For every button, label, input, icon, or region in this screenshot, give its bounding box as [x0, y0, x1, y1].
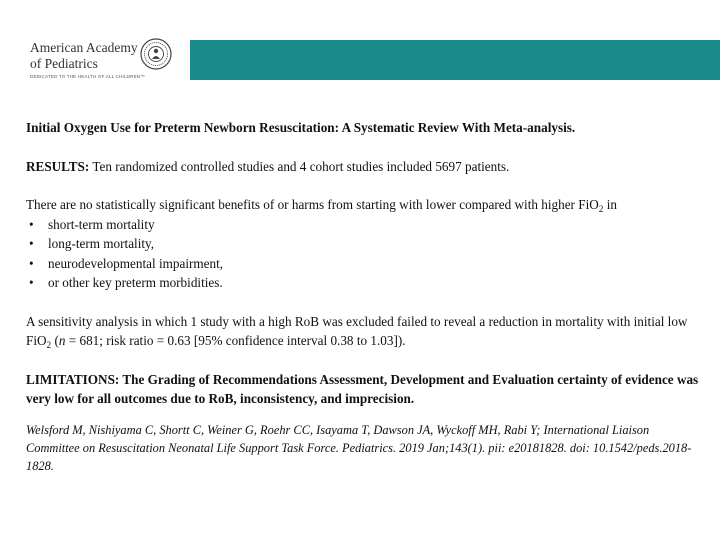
benefits-intro-text: There are no statistically significant benefits of or harms from starting with lower compared with higher Fi: [26, 197, 590, 212]
list-item: [26, 254, 702, 274]
outcomes-list: [26, 215, 702, 293]
list-item: [26, 273, 702, 293]
limitations-paragraph: LIMITATIONS: The Grading of Recommendations Assessment, Development and Evaluation certainty of evidence was very low for all outcomes due to RoB, inconsistency, and imprecision.: [26, 371, 699, 406]
benefits-intro-o: O: [589, 197, 599, 212]
bullet-glyph: •: [29, 216, 34, 232]
bullet-glyph: •: [29, 275, 34, 290]
benefits-intro-tail: in: [603, 197, 617, 212]
list-item-text: long-term mortality,: [48, 236, 155, 251]
citation: Welsford M, Nishiyama C, Shortt C, Weiner G, Roehr CC, Isayama T, Dawson JA, Wyckoff MH, Rabi Y; International Liaison Committee on Resuscitation Neonatal Life Support Task Force. Pediatrics. 2019 Jan;143(1). pii: e20181828. doi: 10.1542/peds.2018-1828.: [26, 422, 692, 473]
sensitivity-subscript: 2: [46, 340, 52, 350]
sensitivity-tail: = 681; risk ratio = 0.63 [95% confidence interval 0.38 to 1.03]).: [65, 333, 406, 348]
list-item-text: or other key preterm morbidities.: [48, 275, 223, 290]
results-paragraph: [26, 157, 702, 177]
list-item-text: neurodevelopmental impairment,: [48, 255, 224, 271]
logo-tagline: DEDICATED TO THE HEALTH OF ALL CHILDREN™: [30, 74, 145, 79]
benefits-intro: [26, 195, 702, 215]
list-item-text: short-term mortality: [48, 216, 155, 232]
results-text: Ten randomized controlled studies and 4 cohort studies included 5697 patients.: [89, 158, 510, 174]
bullet-glyph: •: [29, 255, 34, 271]
list-item: [26, 234, 702, 254]
sensitivity-n: n: [58, 333, 66, 348]
benefits-intro-subscript: 2: [598, 204, 604, 214]
sensitivity-o: O: [37, 333, 47, 348]
list-item: [26, 215, 702, 235]
aap-seal-icon: [140, 38, 172, 70]
bullet-glyph: •: [29, 236, 34, 251]
sensitivity-paragraph: [26, 312, 702, 351]
results-label: RESULTS:: [26, 158, 90, 174]
header-bar: [190, 40, 720, 80]
sensitivity-paren: (: [51, 333, 59, 348]
document-title: Initial Oxygen Use for Preterm Newborn Resuscitation: A Systematic Review With Meta-analysis.: [26, 120, 576, 135]
logo-name-line2: of Pediatrics: [30, 56, 98, 71]
aap-logo: [30, 38, 190, 82]
sensitivity-text: A sensitivity analysis in which 1 study with a high RoB was excluded failed to reveal a reduction in mortality with initial low Fi: [26, 313, 688, 348]
logo-name-line1: American Academy: [30, 40, 138, 55]
document-body: [26, 118, 702, 475]
